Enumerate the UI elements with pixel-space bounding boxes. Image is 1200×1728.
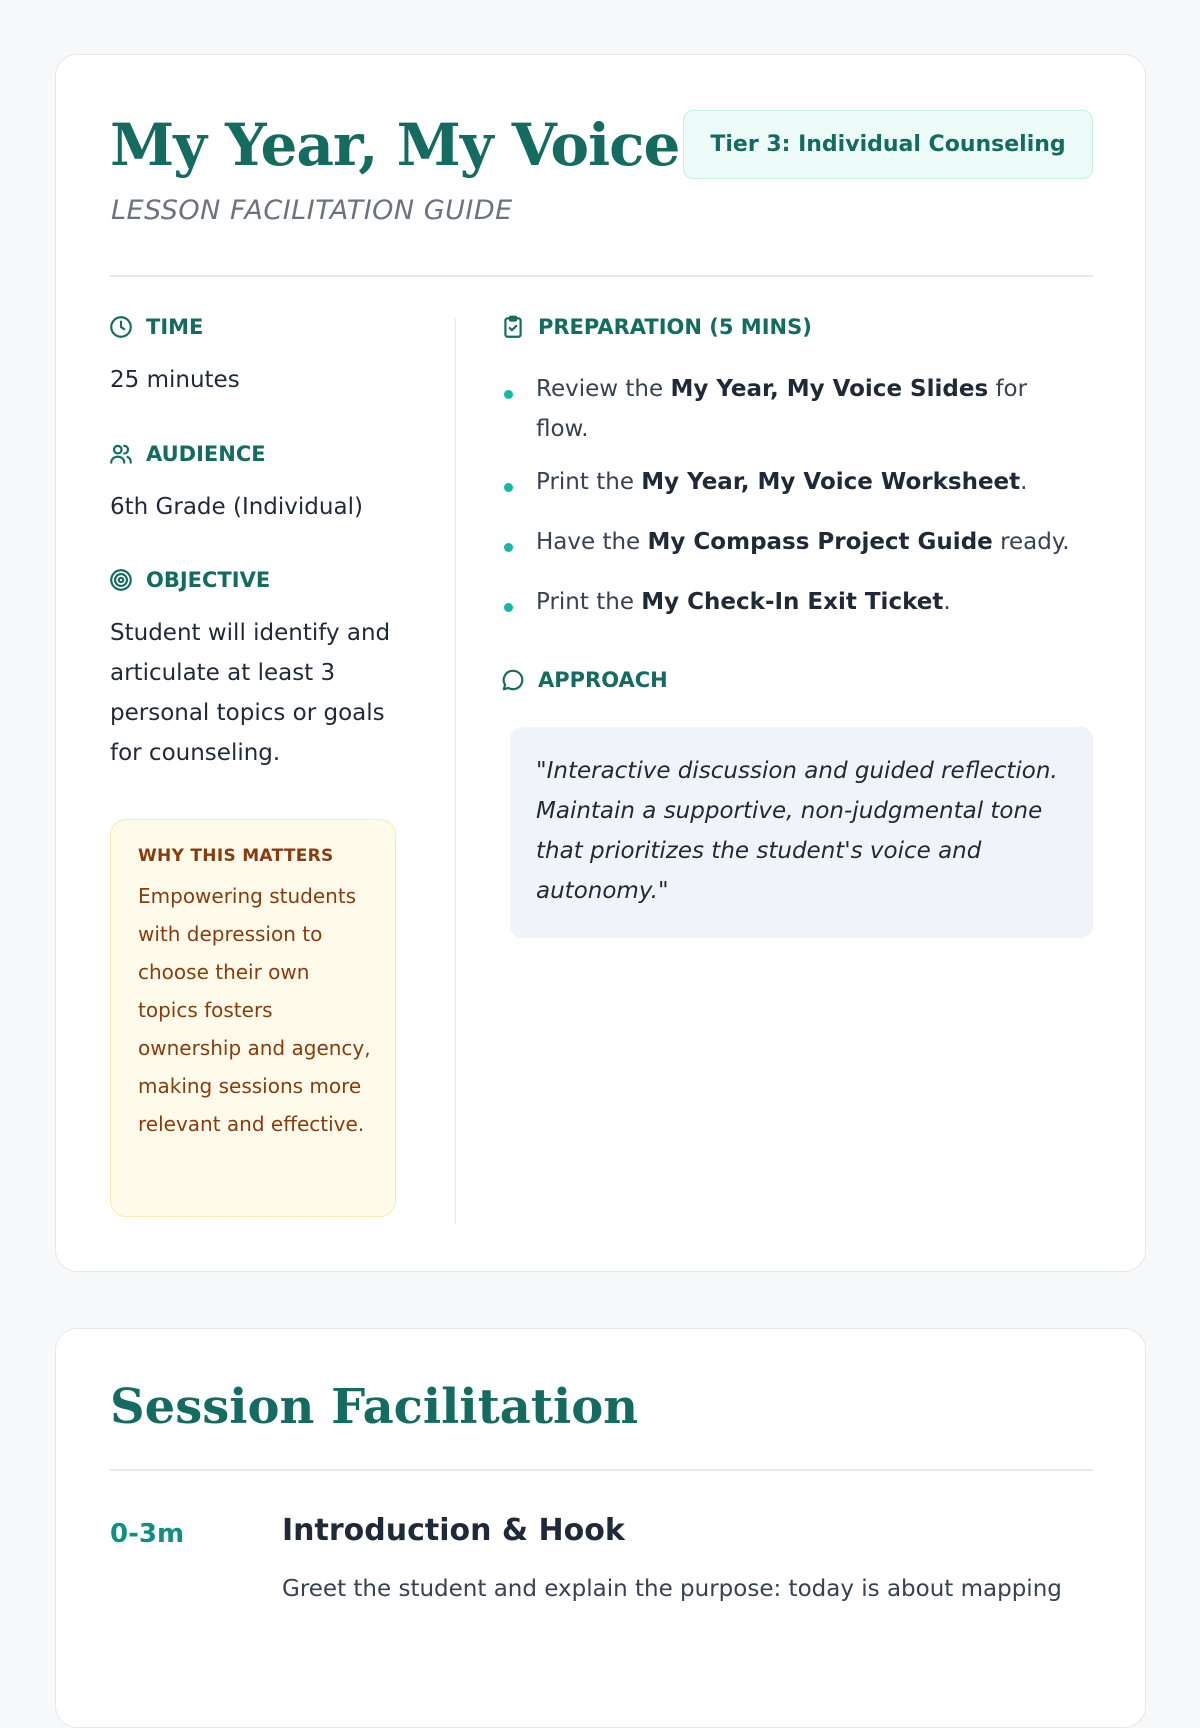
time-heading-label: TIME (146, 315, 204, 339)
approach-heading-label: APPROACH (538, 668, 668, 692)
why-matters-heading: WHY THIS MATTERS (138, 846, 334, 866)
session-divider (110, 1469, 1093, 1471)
preparation-item: Have the My Compass Project Guide ready. (502, 522, 1082, 562)
bullet-dot-icon (504, 543, 513, 552)
lesson-overview-card (55, 54, 1146, 1272)
time-value: 25 minutes (110, 367, 240, 393)
bullet-dot-icon (504, 483, 513, 492)
step-description: Greet the student and explain the purpose: today is about mapping (282, 1576, 1062, 1602)
target-icon (108, 567, 134, 593)
objective-heading-label: OBJECTIVE (146, 568, 271, 592)
column-divider (455, 318, 456, 1224)
audience-heading (108, 441, 266, 467)
preparation-item: Print the My Year, My Voice Worksheet. (502, 462, 1082, 502)
header-divider (110, 275, 1093, 277)
approach-quote: "Interactive discussion and guided reflection. Maintain a supportive, non-judgmental tone that prioritizes the student's voice and autonomy." (510, 727, 1093, 938)
bullet-dot-icon (504, 390, 513, 399)
bullet-dot-icon (504, 603, 513, 612)
tier-badge: Tier 3: Individual Counseling (683, 110, 1093, 179)
preparation-item: Review the My Year, My Voice Slides for flow. (502, 369, 1082, 449)
preparation-item: Print the My Check-In Exit Ticket. (502, 582, 1082, 622)
preparation-heading-label: PREPARATION (5 MINS) (538, 315, 812, 339)
step-title: Introduction & Hook (282, 1513, 625, 1548)
audience-heading-label: AUDIENCE (146, 442, 266, 466)
audience-value: 6th Grade (Individual) (110, 494, 363, 520)
page-subtitle: LESSON FACILITATION GUIDE (111, 195, 513, 226)
approach-heading (500, 667, 668, 693)
session-title: Session Facilitation (110, 1379, 639, 1435)
objective-heading (108, 567, 270, 593)
objective-value: Student will identify and articulate at least 3 personal topics or goals for counseling. (110, 620, 391, 766)
clipboard-check-icon (500, 314, 526, 340)
users-icon (108, 441, 134, 467)
chat-bubble-icon (500, 667, 526, 693)
time-heading (108, 314, 203, 340)
preparation-heading (500, 314, 812, 340)
session-facilitation-card (55, 1328, 1146, 1728)
clock-icon (108, 314, 134, 340)
page-title: My Year, My Voice (110, 111, 680, 179)
why-matters-body: Empowering students with depression to choose their own topics fosters ownership and agency, making sessions more relevant and effective. (138, 884, 371, 1136)
why-matters-callout (110, 819, 396, 1217)
step-time: 0-3m (110, 1519, 185, 1549)
